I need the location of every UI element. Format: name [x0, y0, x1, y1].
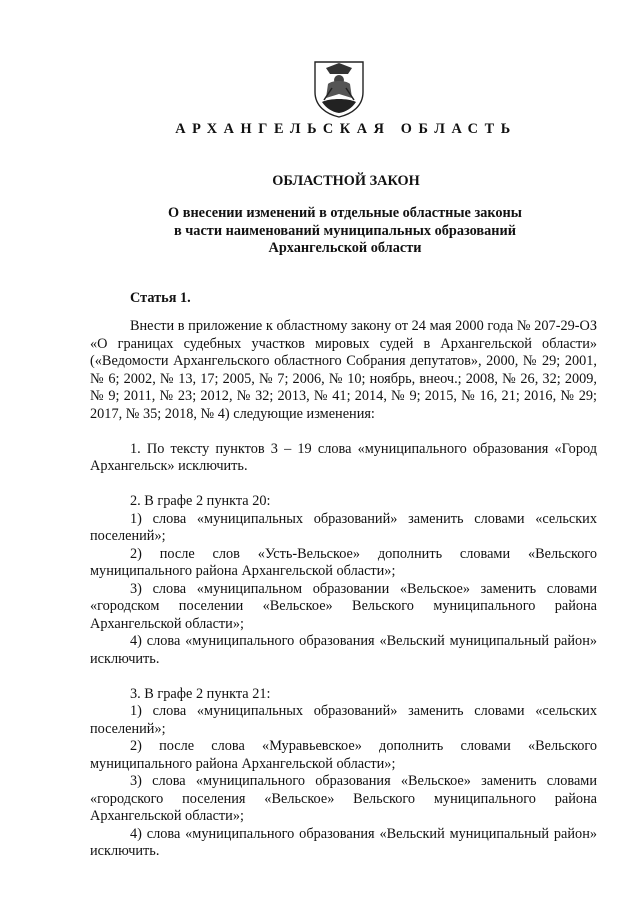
law-title-line: в части наименований муниципальных образований	[173, 222, 517, 239]
item-3-sub-3: 3) слова «муниципального образования «Вельское» заменить словами «городского поселения «Вельское» Вельского муниципального района Архангельской области»;	[90, 773, 597, 824]
item-2-sub-4: 4) слова «муниципального образования «Вельский муниципальный район» исключить.	[90, 633, 597, 667]
item-3-sub-1: 1) слова «муниципальных образований» заменить словами «сельских поселений»;	[90, 703, 597, 737]
coat-of-arms-icon	[312, 58, 366, 118]
item-2-sub-3: 3) слова «муниципальном образовании «Вельское» заменить словами «городском поселении «Вельское» Вельского муниципального района Архангельской области»;	[90, 580, 597, 632]
item-1-paragraph: 1. По тексту пунктов 3 – 19 слова «муниципального образования «Город Архангельск» исключить.	[90, 440, 597, 474]
item-3-sub-2: 2) после слова «Муравьевское» дополнить словами «Вельского муниципального района Архангельской области»;	[90, 738, 597, 772]
item-2-heading: 2. В графе 2 пункта 20:	[130, 493, 271, 509]
item-3-sub-4: 4) слова «муниципального образования «Вельский муниципальный район» исключить.	[90, 825, 597, 859]
law-title-line: О внесении изменений в отдельные областные законы	[168, 205, 522, 221]
article-body	[90, 318, 597, 861]
law-type-title: ОБЛАСТНОЙ ЗАКОН	[272, 173, 420, 189]
item-3-heading: 3. В графе 2 пункта 21:	[130, 685, 271, 702]
article-heading: Статья 1.	[130, 290, 191, 306]
law-title-line: Архангельской области	[268, 240, 422, 256]
article-intro-paragraph: Внести в приложение к областному закону от 24 мая 2000 года № 207-29-ОЗ «О границах судебных участков мировых судей в Архангельской области» («Ведомости Архангельского областного Собрания депутатов», 2000, № 29; 2001, № 6; 2002, № 13, 17; 2005, № 7; 2006, № 10; ноябрь, внеоч.; 2008, № 26, 32; 2009, № 9; 2011, № 23; 2012, № 32; 2013, № 41; 2014, № 9; 2015, № 16, 21; 2016, № 29; 2017, № 35; 2018, № 4) следующие изменения:	[90, 318, 597, 422]
item-2-sub-2: 2) после слов «Усть-Вельское» дополнить словами «Вельского муниципального района Архангельской области»;	[90, 545, 597, 579]
item-2-sub-1: 1) слова «муниципальных образований» заменить словами «сельских поселений»;	[90, 510, 597, 544]
region-name: АРХАНГЕЛЬСКАЯ ОБЛАСТЬ	[175, 121, 517, 137]
law-title	[90, 205, 600, 258]
